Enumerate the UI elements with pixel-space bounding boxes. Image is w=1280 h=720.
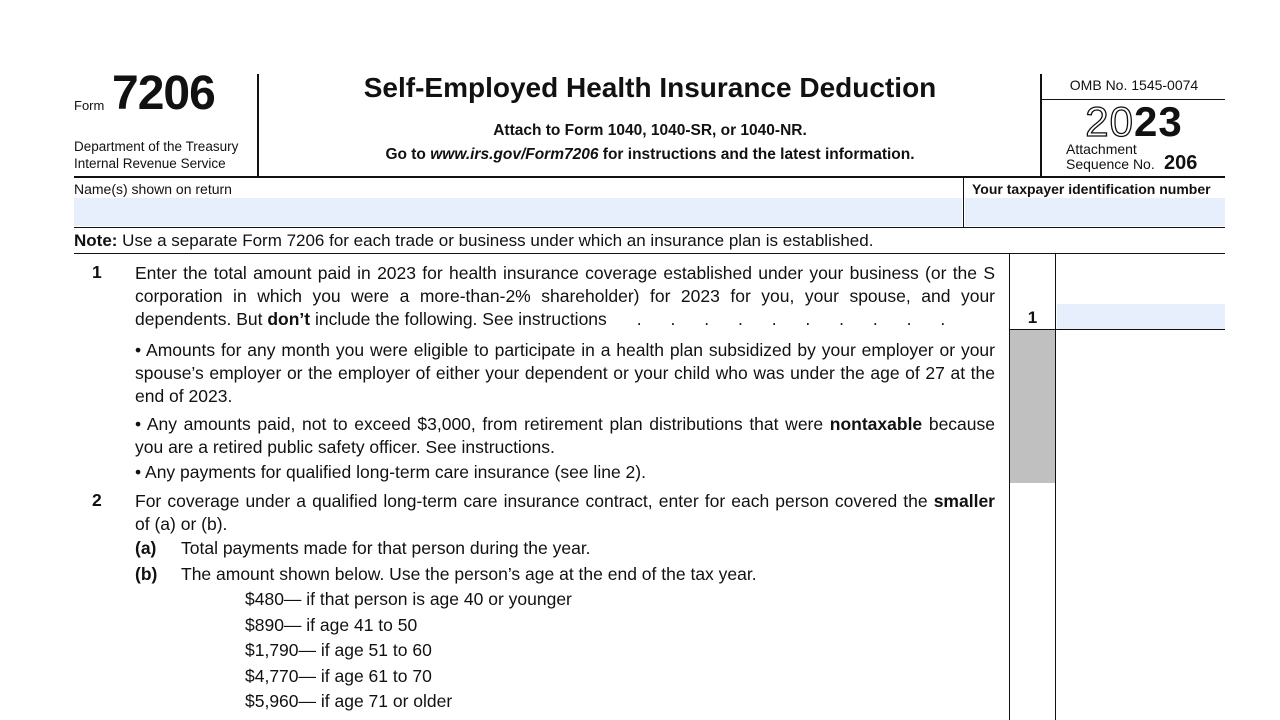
line-2-text [135, 490, 995, 536]
form-label: Form [74, 98, 105, 113]
line-1-dots: . . . . . . . . . . [636, 309, 958, 329]
goto-prefix: Go to [385, 146, 431, 163]
line-2-text-bold: smaller [933, 491, 995, 511]
line-1-number: 1 [92, 262, 102, 282]
line-1-bullet-2-a: • Any amounts paid, not to exceed $3,000, from retirement plan distributions that were [135, 414, 830, 434]
sequence-number: 206 [1164, 152, 1198, 174]
name-divider [963, 178, 964, 227]
attachment-label [1066, 142, 1155, 172]
line-1-bullet-2-b: because you are a retired public safety officer. See instructions. [135, 414, 995, 457]
line-1-text-bold: don’t [267, 309, 311, 329]
attachment-line-2: Sequence No. [1066, 156, 1155, 172]
note-label: Note: [74, 231, 118, 250]
line-1-bullet-2-bold: nontaxable [829, 414, 923, 434]
form-title: Self-Employed Health Insurance Deduction [363, 72, 937, 103]
line-2a-text: Total payments made for that person during the year. [181, 538, 591, 558]
goto-suffix: for instructions and the latest information. [598, 146, 915, 163]
line-1-bullet-1: • Amounts for any month you were eligible to participate in a health plan subsidized by your employer or your spouse’s employer or the employer of either your dependent or your child who was under the age of 27 at the end of 2023. [135, 340, 995, 406]
line-1-box-label: 1 [1027, 308, 1038, 327]
note [74, 231, 873, 251]
line-2-text-a: For coverage under a qualified long-term care insurance contract, enter for each person covered the [135, 491, 934, 511]
age-amount-row: $5,960— if age 71 or older [245, 691, 453, 711]
header-divider-left [257, 74, 259, 176]
age-amount-row: $890— if age 41 to 50 [245, 615, 418, 635]
omb-number: OMB No. 1545-0074 [1069, 77, 1199, 93]
age-amount-row: $1,790— if age 51 to 60 [245, 640, 432, 660]
line-1-amount-rule [1009, 329, 1225, 330]
tin-label: Your taxpayer identification number [972, 181, 1211, 197]
department-label [74, 138, 238, 172]
age-amount-row: $480— if that person is age 40 or younger [245, 589, 572, 609]
goto-instruction [260, 146, 1040, 164]
age-amount-row: $4,770— if age 61 to 70 [245, 666, 432, 686]
shaded-box [1010, 330, 1055, 483]
line-2b-letter: (b) [135, 564, 158, 584]
irs-link[interactable]: www.irs.gov/Form7206 [430, 146, 599, 163]
dept-line-1: Department of the Treasury [74, 139, 239, 154]
line-1-text-a: Enter the total amount paid in 2023 for health insurance coverage established under your business (or the S corporation in which you were a more-than-2% shareholder) for 2023 for you, your spouse, and your dependents. But [135, 263, 995, 329]
form-number: 7206 [112, 67, 215, 120]
tax-year-suffix: 23 [1134, 98, 1183, 145]
line-2-text-b: of (a) or (b). [135, 514, 228, 534]
line-2a-letter: (a) [135, 538, 157, 558]
line-2-number: 2 [92, 490, 102, 510]
dept-line-2: Internal Revenue Service [74, 156, 226, 171]
name-label: Name(s) shown on return [74, 181, 232, 197]
header-bottom-rule [74, 176, 1225, 178]
tax-year [1042, 98, 1226, 146]
tin-field[interactable] [965, 198, 1225, 226]
line-1-bullet-3: • Any payments for qualified long-term care insurance (see line 2). [135, 462, 646, 482]
line-1-amount-field[interactable] [1057, 304, 1225, 329]
line-1-text-b: include the following. See instructions [310, 309, 607, 329]
name-field[interactable] [74, 198, 962, 226]
line-1-bullet-2 [135, 413, 995, 459]
attachment-line-1: Attachment [1066, 141, 1137, 157]
line-2b-text: The amount shown below. Use the person’s age at the end of the tax year. [181, 564, 757, 584]
name-row-rule [74, 227, 1225, 228]
note-text: Use a separate Form 7206 for each trade or business under which an insurance plan is established. [117, 231, 874, 250]
tax-year-prefix: 20 [1085, 98, 1134, 145]
line-1-text [135, 262, 995, 331]
attach-instruction: Attach to Form 1040, 1040-SR, or 1040-NR. [493, 122, 807, 139]
